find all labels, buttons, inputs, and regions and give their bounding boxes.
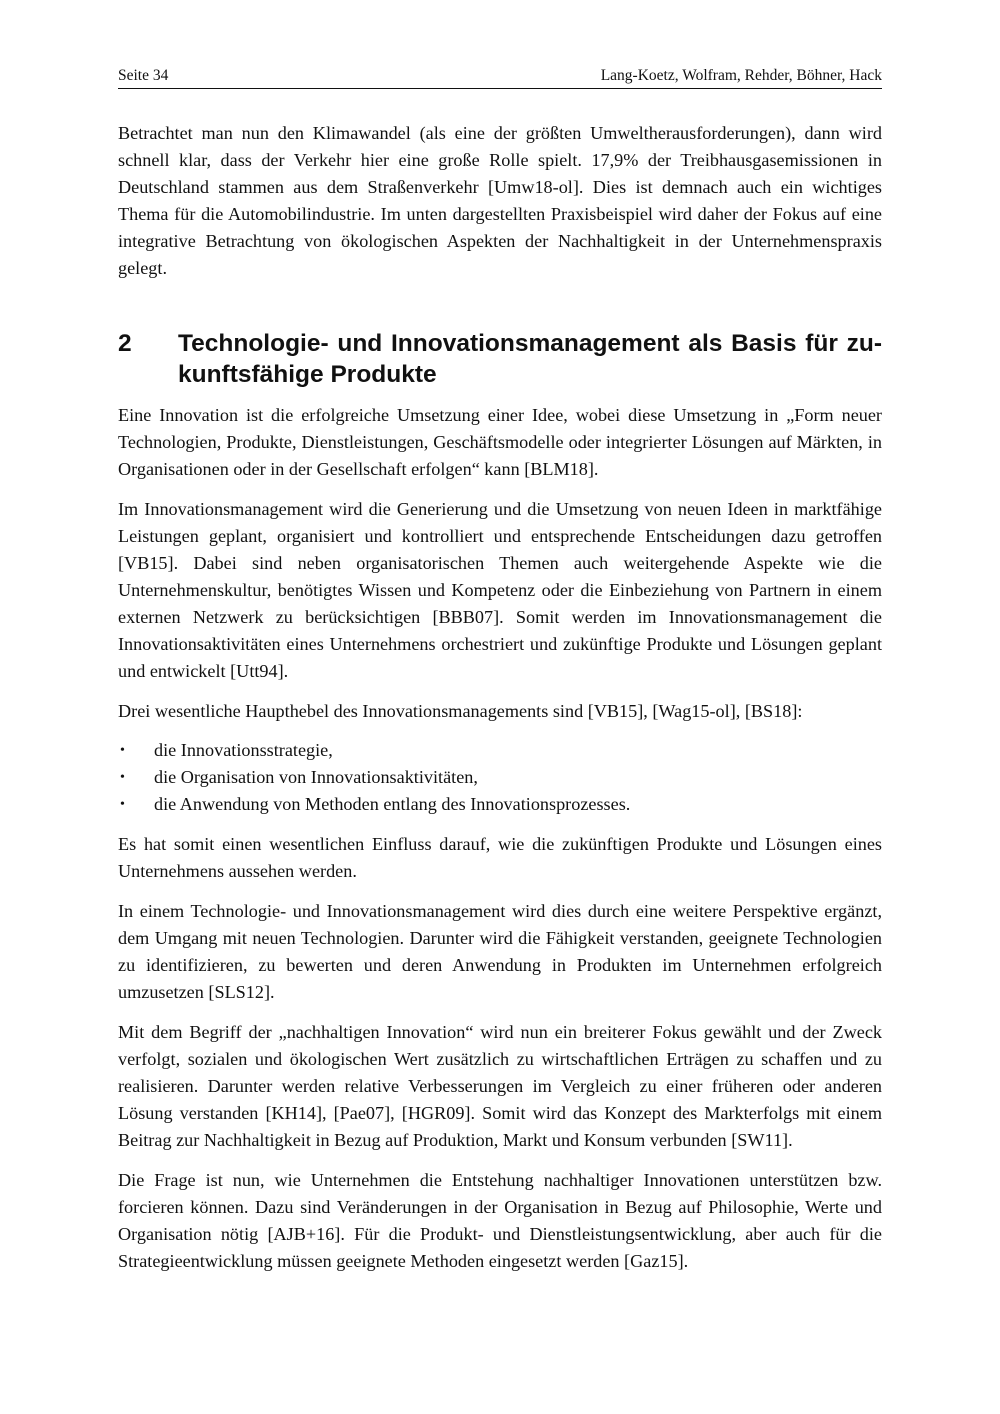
main-text — [118, 120, 882, 1275]
bullet-icon: • — [120, 797, 125, 812]
page-number-label: Seite 34 — [118, 67, 169, 84]
list-item-text: die Innovationsstrategie, — [154, 740, 333, 760]
paragraph-haupthebel-intro: Drei wesentliche Haupthebel des Innovationsmanagements sind [VB15], [Wag15-ol], [BS18]: — [118, 701, 803, 721]
paragraph-technologiemanagement: In einem Technologie- und Innovationsmanagement wird dies durch eine weitere Perspektive ergänzt, dem Umgang mit neuen Technologien. Darunter wird die Fähigkeit verstanden, geeignete Technologien zu identifizieren, zu bewerten und deren Anwendung in Produkten im Unternehmen erfolgreich umzusetzen [SLS12]. — [118, 901, 882, 1002]
section-title: Technologie- und Innovationsmanagement als Basis für zukunftsfähige Produkte — [178, 330, 882, 388]
section-number: 2 — [118, 330, 132, 357]
paragraph-innovationsmanagement: Im Innovationsmanagement wird die Generierung und die Umsetzung von neuen Ideen in marktfähige Leistungen geplant, organisiert und kontrolliert und entsprechende Entscheidungen dazu getroffen [VB15]. Dabei sind neben organisatorischen Themen auch weitergehende Aspekte wie die Unternehmenskultur, benötigtes Wissen und Kompetenz oder die Einbeziehung von Partnern in einem externen Netzwerk zu berücksichtigen [BBB07]. Somit werden im Innovationsmanagement die Innovationsaktivitäten eines Unternehmens orchestriert und zukünftige Produkte und Lösungen geplant und entwickelt [Utt94]. — [118, 499, 882, 681]
bullet-icon: • — [120, 743, 125, 758]
section-heading — [118, 328, 882, 390]
paragraph-nachhaltige-innovation: Mit dem Begriff der „nachhaltigen Innovation“ wird nun ein breiterer Fokus gewählt und der Zweck verfolgt, sozialen und ökologischen Wert zusätzlich zu wirtschaftlichen Erträgen zu schaffen und zu realisieren. Darunter werden relative Verbesserungen im Vergleich zu einer früheren oder anderen Lösung verstanden [KH14], [Pae07], [HGR09]. Somit wird das Konzept des Markterfolgs mit einem Beitrag zur Nachhaltigkeit in Bezug auf Produktion, Markt und Konsum verbunden [SW11]. — [118, 1022, 882, 1150]
list-item — [118, 764, 882, 791]
list-item — [118, 791, 882, 818]
paragraph-einfluss: Es hat somit einen wesentlichen Einfluss darauf, wie die zukünftigen Produkte und Lösungen eines Unternehmens aussehen werden. — [118, 834, 882, 881]
running-header — [118, 66, 882, 89]
list-item — [118, 737, 882, 764]
paragraph-frage: Die Frage ist nun, wie Unternehmen die Entstehung nachhaltiger Innovationen unterstützen bzw. forcieren können. Dazu sind Veränderungen in der Organisation in Bezug auf Philosophie, Werte und Organisation nötig [AJB+16]. Für die Produkt- und Dienstleistungsentwicklung, aber auch für die Strategieentwicklung müssen geeignete Methoden eingesetzt werden [Gaz15]. — [118, 1170, 882, 1271]
bullet-icon: • — [120, 770, 125, 785]
bullet-list — [118, 737, 882, 818]
list-item-text: die Organisation von Innovationsaktivitäten, — [154, 767, 478, 787]
author-line: Lang-Koetz, Wolfram, Rehder, Böhner, Hack — [600, 67, 882, 84]
paragraph-innovation-definition: Eine Innovation ist die erfolgreiche Umsetzung einer Idee, wobei diese Umsetzung in „Form neuer Technologien, Produkte, Dienstleistungen, Geschäftsmodelle oder integrierter Lösungen auf Märkten, in Organisationen oder in der Gesellschaft erfolgen“ kann [BLM18]. — [118, 405, 882, 479]
list-item-text: die Anwendung von Methoden entlang des Innovationsprozesses. — [154, 794, 631, 814]
intro-paragraph: Betrachtet man nun den Klimawandel (als eine der größten Umweltherausforderungen), dann wird schnell klar, dass der Verkehr hier eine große Rolle spielt. 17,9% der Treibhausgasemissionen in Deutschland stammen aus dem Straßenverkehr [Umw18-ol]. Dies ist demnach auch ein wichtiges Thema für die Automobilindustrie. Im unten dargestellten Praxisbeispiel wird daher der Fokus auf eine integrative Betrachtung von ökologischen Aspekten der Nachhaltigkeit in der Unternehmenspraxis gelegt. — [118, 123, 882, 278]
